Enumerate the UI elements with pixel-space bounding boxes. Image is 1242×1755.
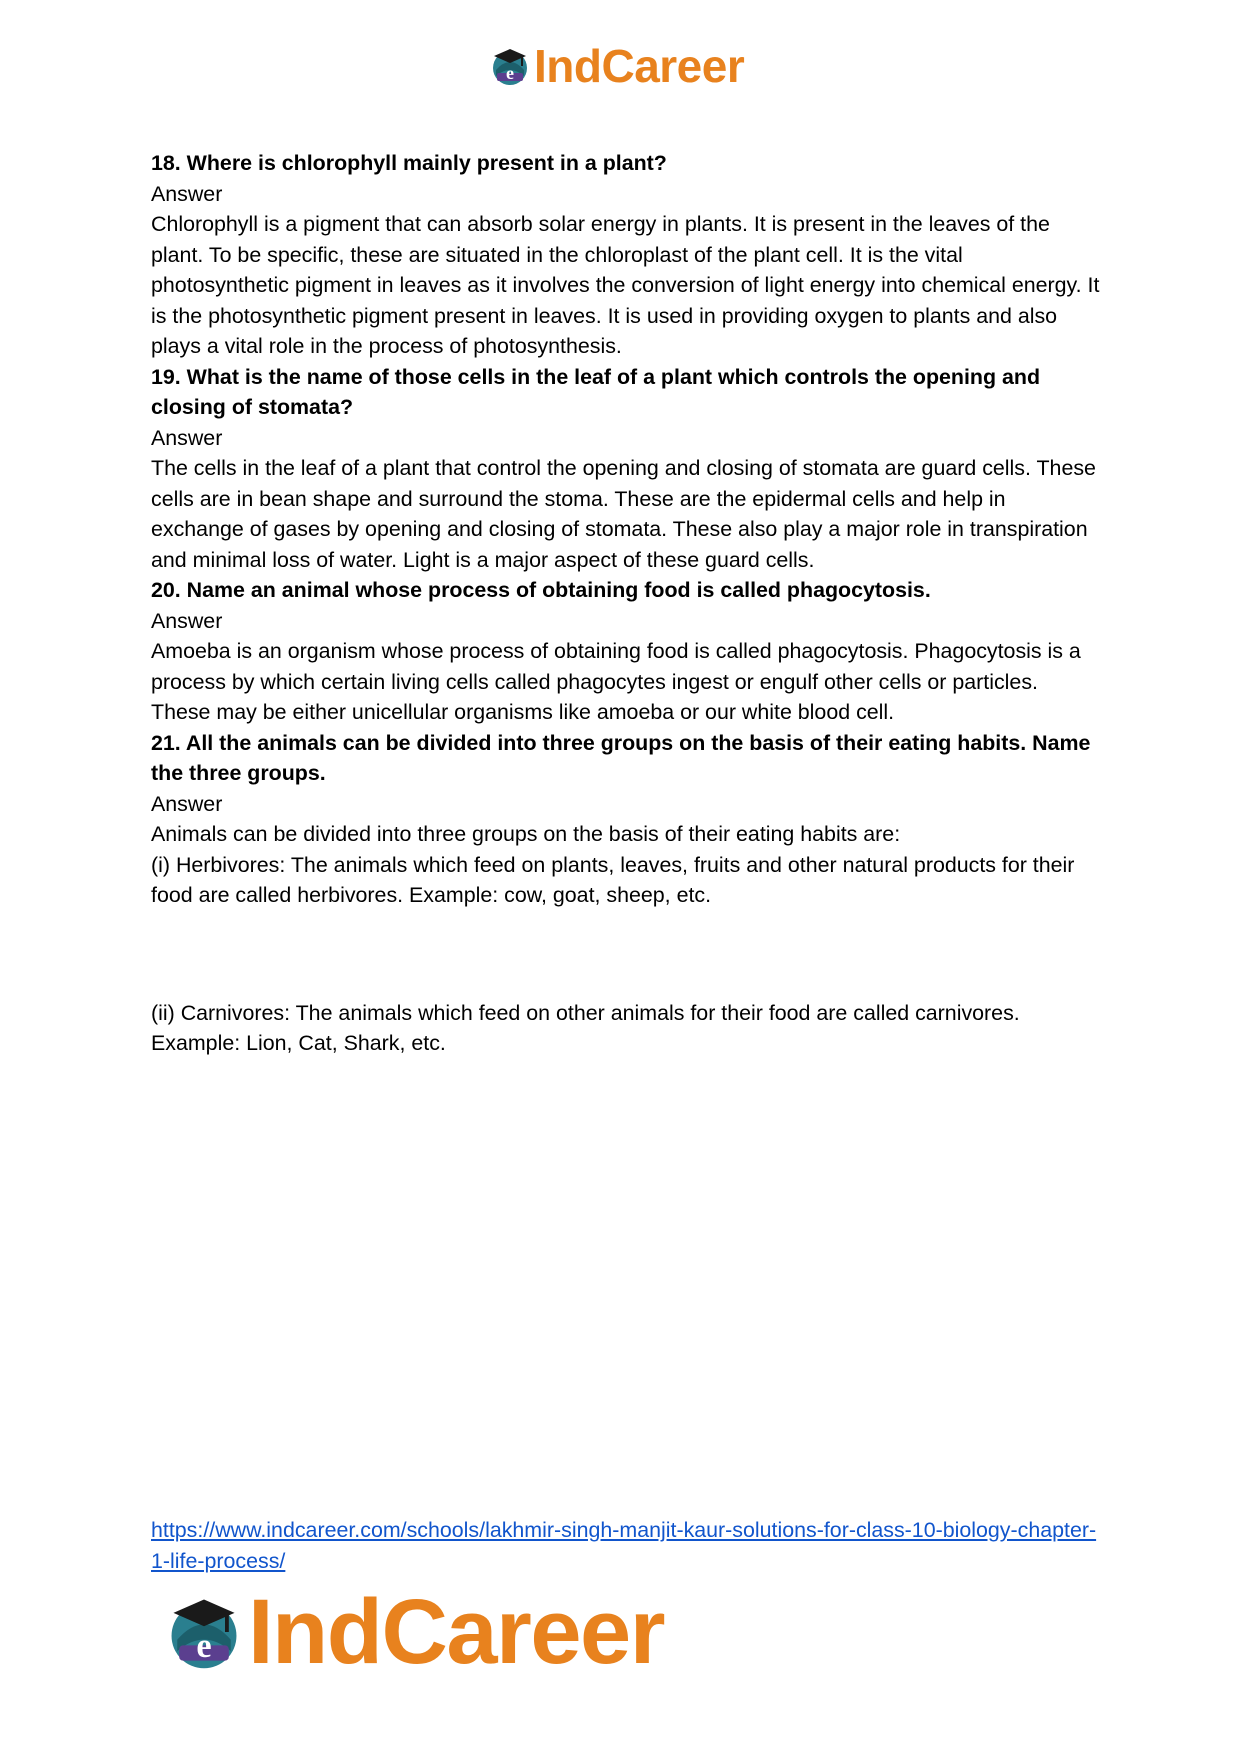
answer-label: Answer bbox=[151, 608, 223, 633]
header-logo bbox=[488, 40, 744, 92]
graduation-cap-globe-logo-icon bbox=[488, 44, 532, 88]
question-21: 21. All the animals can be divided into three groups on the basis of their eating habits. Name the three groups. bbox=[151, 730, 1091, 785]
question-20: 20. Name an animal whose process of obtaining food is called phagocytosis. bbox=[151, 578, 931, 602]
answer-paragraph: Animals can be divided into three groups on the basis of their eating habits are: bbox=[151, 822, 901, 846]
answer-label: Answer bbox=[151, 425, 223, 450]
spacer bbox=[151, 911, 1101, 998]
graduation-cap-globe-logo-icon bbox=[162, 1590, 246, 1674]
answer-paragraph: Amoeba is an organism whose process of obtaining food is called phagocytosis. Phagocytosis is a process by which certain living cells called phagocytes ingest or engulf other cells or particles. These may be either unicellular organisms like amoeba or our white blood cell. bbox=[151, 639, 1081, 724]
brand-wordmark: IndCareer bbox=[534, 40, 745, 92]
svg-text:e: e bbox=[196, 1626, 212, 1665]
document-body bbox=[151, 148, 1101, 1059]
footer-logo bbox=[162, 1581, 664, 1683]
brand-wordmark: IndCareer bbox=[248, 1581, 664, 1683]
answer-paragraph: The cells in the leaf of a plant that control the opening and closing of stomata are guard cells. These cells are in bean shape and surround the stoma. These are the epidermal cells and help in exchange of gases by opening and closing of stomata. These also play a major role in transpiration and minimal loss of water. Light is a major aspect of these guard cells. bbox=[151, 456, 1096, 572]
answer-carnivores: (ii) Carnivores: The animals which feed on other animals for their food are called carnivores. Example: Lion, Cat, Shark, etc. bbox=[151, 1000, 1020, 1055]
answer-label: Answer bbox=[151, 181, 223, 206]
answer-paragraph: Chlorophyll is a pigment that can absorb solar energy in plants. It is present in the leaves of the plant. To be specific, these are situated in the chloroplast of the plant cell. It is the vital photosynthetic pigment in leaves as it involves the conversion of light energy into chemical energy. It is the photosynthetic pigment present in leaves. It is used in providing oxygen to plants and also plays a vital role in the process of photosynthesis. bbox=[151, 212, 1100, 358]
source-link[interactable]: https://www.indcareer.com/schools/lakhmir-singh-manjit-kaur-solutions-for-class-10-biology-chapter-1-life-process/ bbox=[151, 1518, 1097, 1573]
answer-label: Answer bbox=[151, 791, 223, 816]
svg-text:e: e bbox=[506, 63, 514, 83]
question-18: 18. Where is chlorophyll mainly present in a plant? bbox=[151, 151, 667, 175]
answer-herbivores: (i) Herbivores: The animals which feed on plants, leaves, fruits and other natural products for their food are called herbivores. Example: cow, goat, sheep, etc. bbox=[151, 852, 1075, 907]
question-19: 19. What is the name of those cells in the leaf of a plant which controls the opening and closing of stomata? bbox=[151, 364, 1041, 419]
